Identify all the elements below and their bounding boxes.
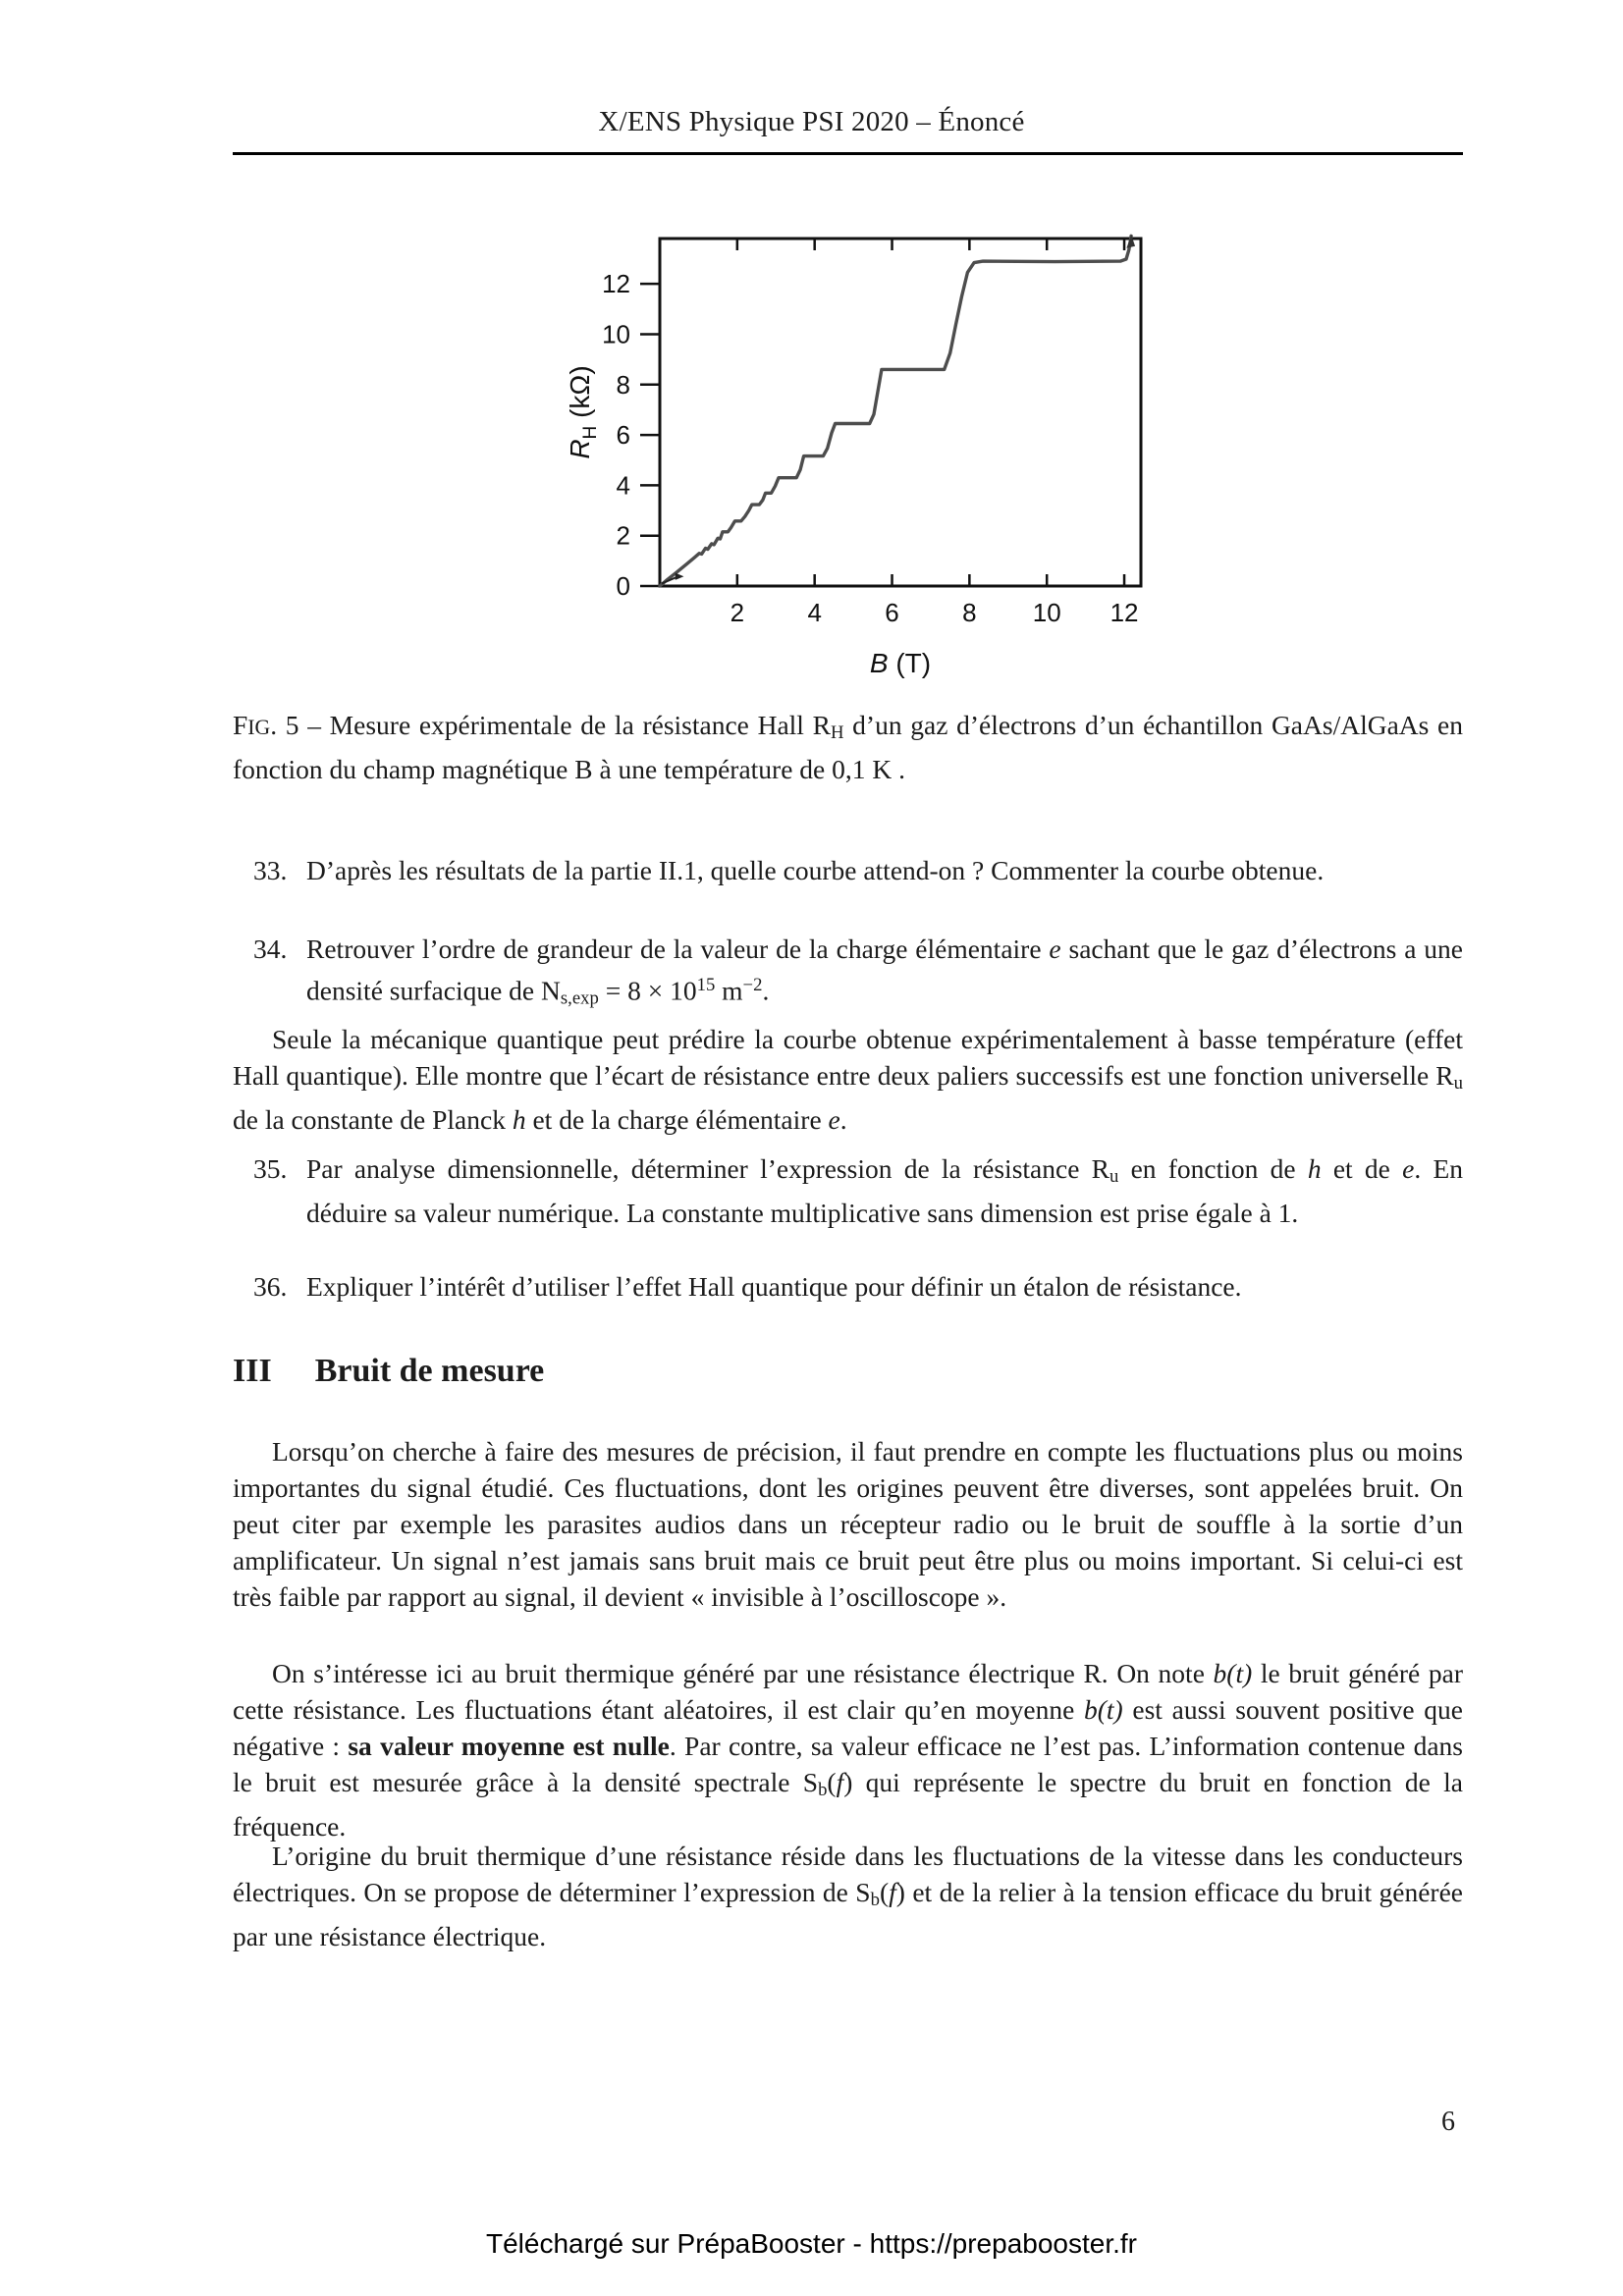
text-segment: .: [762, 975, 770, 1006]
question-34: [233, 931, 1463, 1016]
text-segment: ) qui représente le spectre du bruit en fonction de la fréquence.: [233, 1767, 1463, 1842]
x-tick-label: 6: [885, 598, 899, 627]
question-number: 34.: [253, 934, 288, 964]
text-segment: .: [839, 1104, 847, 1136]
text-segment: u: [1453, 1073, 1463, 1095]
plot-frame: [660, 239, 1141, 586]
text-segment: Lorsqu’on cherche à faire des mesures de précision, il faut prendre en compte les fluctuations plus ou moins importantes du signal étudié. Ces fluctuations, dont les origines peuvent être diverses, sont appelées bruit. On peut citer par exemple les parasites audios dans un récepteur radio ou le bruit de souffle à la sortie d’un amplificateur. Un signal n’est jamais sans bruit mais ce bruit peut être plus ou moins important. Si celui-ci est très faible par rapport au signal, il devient « invisible à l’oscilloscope ».: [233, 1436, 1463, 1612]
figure-caption: [233, 707, 1463, 787]
hall-resistance-chart: [548, 183, 1196, 703]
header-rule: [233, 152, 1463, 155]
text-segment: 15: [696, 975, 716, 995]
question-text: [306, 1268, 1463, 1305]
text-segment: b: [870, 1890, 880, 1911]
hall-resistance-curve: [660, 236, 1131, 586]
text-segment: b: [818, 1780, 828, 1801]
text-segment: et de: [1321, 1153, 1403, 1184]
body-paragraph: [233, 1838, 1463, 1954]
text-segment: sachant que le gaz d’électrons a une densité surfacique de N: [306, 934, 1463, 1006]
text-segment: le bruit généré par cette résistance. Les fluctuations étant aléatoires, il est clair qu’en moyenne: [233, 1658, 1463, 1725]
text-segment: H: [830, 722, 844, 744]
text-segment: s,exp: [560, 988, 599, 1009]
section-number: III: [233, 1353, 272, 1389]
text-segment: On s’intéresse ici au bruit thermique généré par une résistance électrique R. On note: [272, 1658, 1214, 1688]
x-tick-label: 10: [1032, 598, 1061, 627]
question-number: 35.: [253, 1153, 288, 1184]
text-segment: . 5 – Mesure expérimentale de la résistance Hall R: [270, 710, 831, 740]
question-35: [233, 1150, 1463, 1231]
body-paragraph: [233, 1433, 1463, 1615]
question-36: [233, 1268, 1463, 1305]
x-tick-label: 2: [730, 598, 745, 627]
y-tick-label: 2: [616, 520, 630, 551]
text-segment: de la constante de Planck: [233, 1104, 513, 1136]
text-segment: u: [1109, 1166, 1119, 1188]
x-axis-label: B (T): [869, 648, 932, 678]
section-heading: [233, 1353, 544, 1390]
question-text: [306, 852, 1463, 888]
question-text: [306, 1150, 1463, 1231]
body-paragraph: [233, 1655, 1463, 1844]
text-segment: . Par contre, sa valeur efficace ne l’est pas. L’information contenue dans le bruit est mesurée grâce à la densité spectrale S: [233, 1731, 1463, 1797]
text-segment: = 8 × 10: [598, 975, 697, 1006]
text-segment: en fonction de: [1118, 1153, 1308, 1184]
text-segment: f: [889, 1877, 896, 1907]
text-segment: D’après les résultats de la partie II.1, quelle courbe attend-on ? Commenter la courbe obtenue.: [306, 855, 1325, 885]
text-segment: est aussi souvent positive que négative :: [233, 1694, 1463, 1761]
text-segment: Retrouver l’ordre de grandeur de la valeur de la charge élémentaire: [306, 934, 1050, 964]
section-title: Bruit de mesure: [314, 1353, 545, 1389]
text-segment: Par analyse dimensionnelle, déterminer l’expression de la résistance R: [306, 1153, 1109, 1184]
question-number: 33.: [253, 855, 288, 885]
y-tick-label: 8: [616, 369, 630, 400]
text-segment: F: [233, 710, 248, 740]
text-segment: b(t): [1083, 1694, 1123, 1725]
x-tick-label: 12: [1109, 598, 1139, 627]
origin-arrow-icon: [676, 573, 684, 580]
text-segment: ) et de la relier à la tension efficace du bruit générée par une résistance électrique.: [233, 1877, 1463, 1952]
text-segment: m: [715, 975, 743, 1006]
x-tick-label: 8: [962, 598, 977, 627]
interlude-paragraph: [233, 1021, 1463, 1138]
footer-watermark: Téléchargé sur PrépaBooster - https://prepabooster.fr: [485, 2228, 1138, 2259]
y-axis-label: $R_H$ (kΩ): [565, 365, 601, 459]
text-segment: f: [836, 1767, 844, 1797]
question-number: 36.: [253, 1271, 288, 1302]
page-number: 6: [1441, 2107, 1455, 2137]
question-33: [233, 852, 1463, 888]
text-segment: L’origine du bruit thermique d’une résistance réside dans les fluctuations de la vitesse dans les conducteurs électriques. On se propose de déterminer l’expression de S: [233, 1841, 1463, 1907]
y-tick-label: 12: [602, 269, 630, 299]
text-segment: e: [1402, 1153, 1415, 1184]
text-segment: h: [512, 1104, 526, 1136]
text-segment: (: [879, 1877, 890, 1907]
text-segment: IG: [247, 716, 271, 739]
text-segment: et de la charge élémentaire: [525, 1104, 829, 1136]
text-segment: sa valeur moyenne est nulle: [348, 1731, 670, 1761]
y-tick-label: 4: [616, 470, 630, 501]
page-header-title: X/ENS Physique PSI 2020 – Énoncé: [598, 106, 1025, 137]
text-segment: b(t): [1213, 1658, 1253, 1688]
text-segment: −2: [742, 975, 763, 995]
text-segment: Seule la mécanique quantique peut prédire la courbe obtenue expérimentalement à basse température (effet Hall quantique). Elle montre que l’écart de résistance entre deux paliers successifs est une fonction universelle R: [233, 1024, 1463, 1091]
y-tick-label: 6: [616, 420, 630, 451]
curve-exit-arrow-icon: [1126, 235, 1135, 248]
y-tick-label: 10: [602, 319, 630, 349]
text-segment: e: [828, 1104, 840, 1136]
text-segment: (: [827, 1767, 837, 1797]
y-tick-label: 0: [616, 571, 630, 601]
text-segment: e: [1049, 934, 1061, 964]
text-segment: d’un gaz d’électrons d’un échantillon GaAs/AlGaAs en fonction du champ magnétique B à une température de 0,1 K .: [233, 710, 1463, 785]
text-segment: . En déduire sa valeur numérique. La constante multiplicative sans dimension est prise égale à 1.: [306, 1153, 1463, 1229]
question-text: [306, 931, 1463, 1016]
text-segment: h: [1307, 1153, 1322, 1184]
x-tick-label: 4: [807, 598, 822, 627]
text-segment: Expliquer l’intérêt d’utiliser l’effet Hall quantique pour définir un étalon de résistance.: [306, 1271, 1242, 1302]
